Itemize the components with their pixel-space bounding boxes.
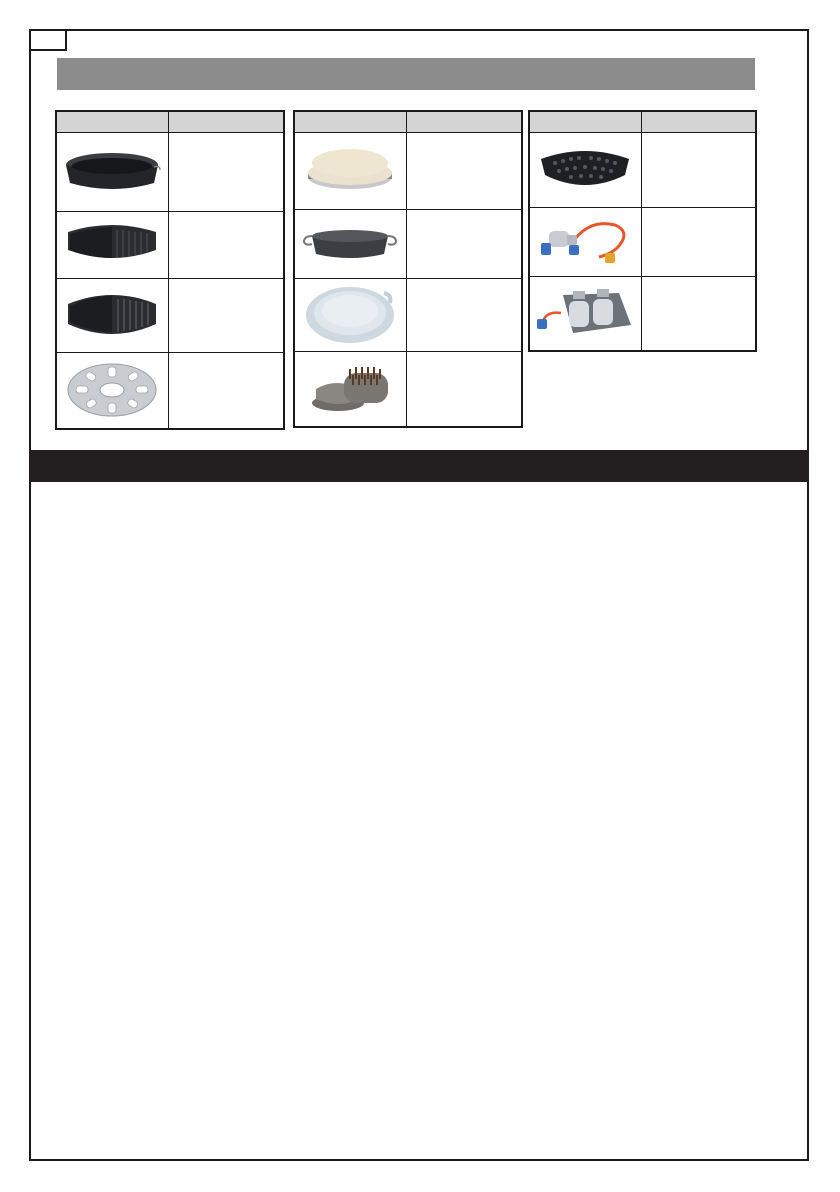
table-row bbox=[529, 133, 756, 208]
accessory-table-1 bbox=[55, 110, 285, 430]
item-label bbox=[641, 208, 756, 277]
item-label bbox=[406, 210, 522, 279]
table-header-cell bbox=[406, 111, 522, 133]
section-header-band bbox=[29, 450, 809, 482]
table-row bbox=[294, 210, 522, 279]
item-label bbox=[641, 133, 756, 208]
table-row bbox=[56, 279, 284, 353]
table-header-cell bbox=[529, 111, 641, 133]
table-row bbox=[56, 133, 284, 212]
accessory-table-2 bbox=[293, 110, 523, 428]
table-row bbox=[56, 353, 284, 429]
table-header-cell bbox=[294, 111, 406, 133]
item-label bbox=[406, 133, 522, 210]
table-row bbox=[529, 277, 756, 351]
table-header-cell bbox=[168, 111, 284, 133]
frying-pan-icon bbox=[62, 149, 162, 195]
table-row bbox=[294, 133, 522, 210]
table-row bbox=[529, 208, 756, 277]
grill-plate-icon bbox=[62, 288, 162, 344]
griddle-plate-icon bbox=[62, 220, 162, 270]
item-label bbox=[168, 353, 284, 429]
section-title-banner bbox=[57, 58, 755, 90]
table-header-cell bbox=[641, 111, 756, 133]
burner-ring-plate-icon bbox=[62, 360, 162, 420]
silicone-cover-icon bbox=[300, 283, 400, 347]
item-label bbox=[168, 212, 284, 279]
pizza-stone-icon bbox=[300, 145, 400, 197]
item-label bbox=[168, 133, 284, 212]
item-label bbox=[168, 279, 284, 353]
page-number-tab bbox=[29, 29, 67, 51]
barbecue-grid-icon bbox=[535, 145, 635, 195]
item-label bbox=[641, 277, 756, 351]
table-row bbox=[56, 212, 284, 279]
cleaning-brush-icon bbox=[300, 359, 400, 419]
gas-hose-regulator-icon bbox=[535, 217, 635, 267]
item-label bbox=[406, 352, 522, 427]
accessory-table-3 bbox=[528, 110, 757, 352]
item-label bbox=[406, 279, 522, 352]
table-header-cell bbox=[56, 111, 168, 133]
table-row bbox=[294, 352, 522, 427]
paella-pan-icon bbox=[300, 224, 400, 264]
twin-cylinder-adapter-icon bbox=[533, 283, 637, 343]
table-row bbox=[294, 279, 522, 352]
